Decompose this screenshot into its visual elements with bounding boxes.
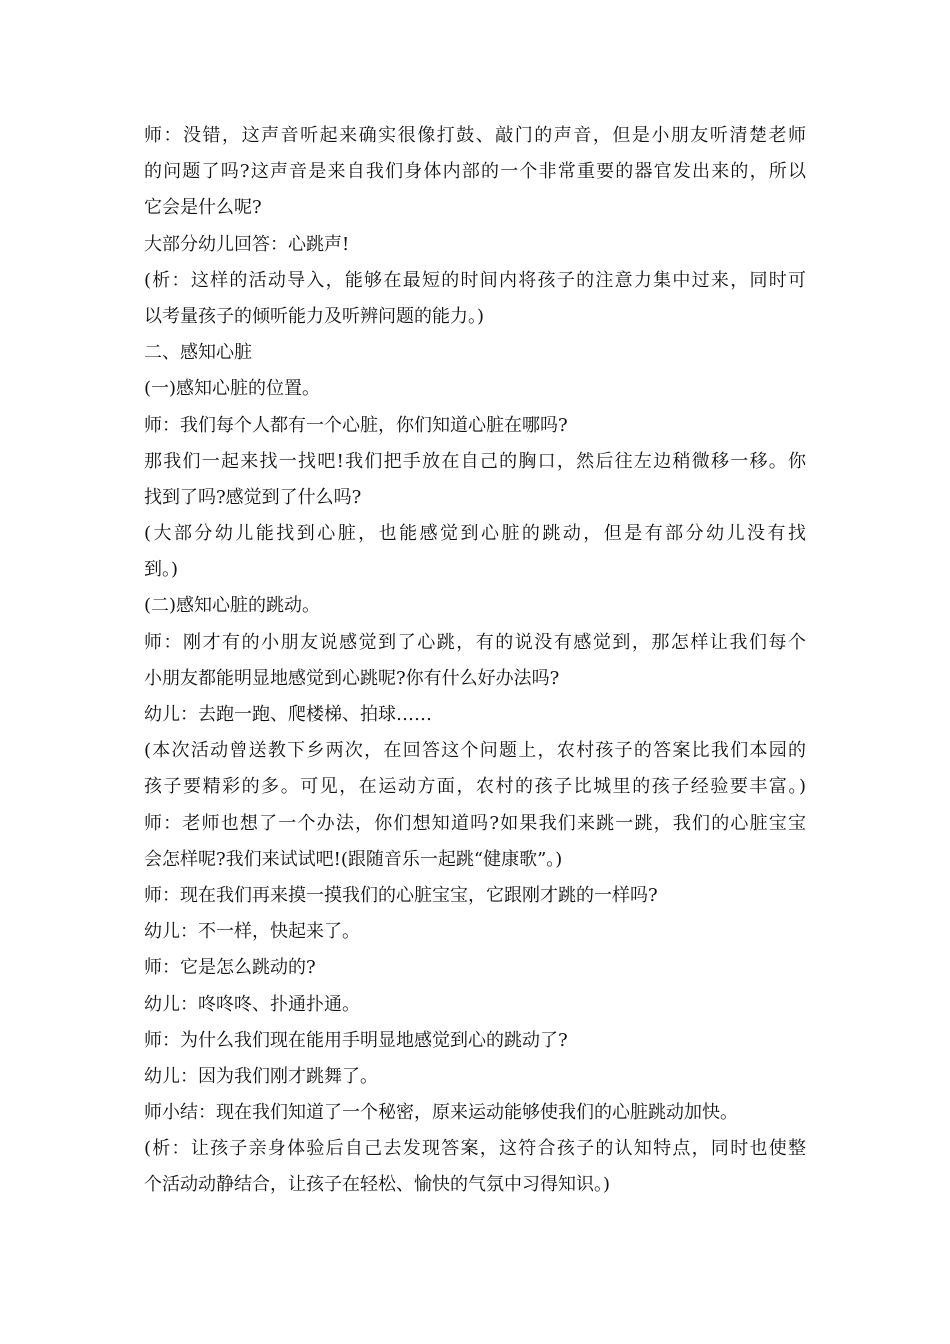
text-line: 它会是什么呢? (144, 197, 262, 219)
note-line: (大部分幼儿能找到心脏，也能感觉到心脏的跳动，但是有部分幼儿没有找 (144, 523, 806, 545)
subsection-heading: (一)感知心脏的位置。 (144, 378, 321, 400)
text-line: 幼儿：因为我们刚才跳舞了。 (144, 1065, 378, 1087)
text-line: 那我们一起来找一找吧!我们把手放在自己的胸口，然后往左边稍微移一移。你 (144, 450, 806, 472)
note-line: (本次活动曾送教下乡两次，在回答这个问题上，农村孩子的答案比我们本园的 (144, 740, 806, 762)
text-line: 大部分幼儿回答：心跳声! (144, 233, 350, 255)
text-line: 师：老师也想了一个办法，你们想知道吗?如果我们来跳一跳，我们的心脏宝宝 (144, 812, 806, 834)
analysis-line: 以考量孩子的倾听能力及听辨问题的能力。) (144, 305, 485, 327)
subsection-heading: (二)感知心脏的跳动。 (144, 595, 321, 617)
analysis-line: (析：这样的活动导入，能够在最短的时间内将孩子的注意力集中过来，同时可 (144, 269, 806, 291)
text-line: 师：它是怎么跳动的? (144, 957, 316, 979)
note-line: 孩子要精彩的多。可见，在运动方面，农村的孩子比城里的孩子经验要丰富。) (144, 776, 806, 798)
text-line: 幼儿：不一样，快起来了。 (144, 921, 360, 943)
text-line: 师：为什么我们现在能用手明显地感觉到心的跳动了? (144, 1029, 568, 1051)
text-line: 小朋友都能明显地感觉到心跳呢?你有什么好办法吗? (144, 667, 560, 689)
section-heading: 二、感知心脏 (144, 342, 252, 364)
text-line: 找到了吗?感觉到了什么吗? (144, 486, 362, 508)
analysis-line: (析：让孩子亲身体验后自己去发现答案，这符合孩子的认知特点，同时也使整 (144, 1138, 806, 1160)
text-line: 幼儿：去跑一跑、爬楼梯、拍球…… (144, 704, 432, 725)
text-line: 师：我们每个人都有一个心脏，你们知道心脏在哪吗? (144, 414, 568, 436)
document-body (144, 118, 806, 1204)
analysis-line: 个活动动静结合，让孩子在轻松、愉快的气氛中习得知识。) (144, 1174, 611, 1196)
text-line: 会怎样呢?我们来试试吧!(跟随音乐一起跳“健康歌”。) (144, 848, 563, 870)
note-line: 到。) (144, 559, 179, 581)
summary-line: 师小结：现在我们知道了一个秘密，原来运动能够使我们的心脏跳动加快。 (144, 1102, 738, 1124)
text-line: 幼儿：咚咚咚、扑通扑通。 (144, 993, 360, 1015)
text-line: 师：刚才有的小朋友说感觉到了心跳，有的说没有感觉到，那怎样让我们每个 (144, 631, 806, 653)
text-line: 师：现在我们再来摸一摸我们的心脏宝宝，它跟刚才跳的一样吗? (144, 884, 658, 906)
text-line: 的问题了吗?这声音是来自我们身体内部的一个非常重要的器官发出来的，所以 (144, 161, 806, 183)
text-line: 师：没错，这声音听起来确实很像打鼓、敲门的声音，但是小朋友听清楚老师 (144, 125, 806, 146)
